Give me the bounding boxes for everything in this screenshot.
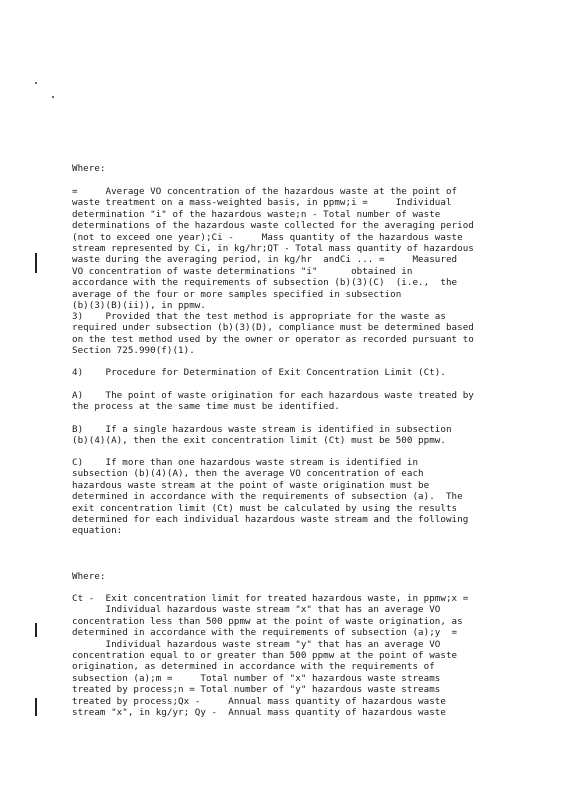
paragraph-C: C) If more than one hazardous waste stream is identified in subsection (b)(4)(A), then the average VO concentration of each hazardous waste stream at the point of waste origination must be determined in accordance with the requirements of subsection (a). The exit concentration limit (Ct) must be calculated by using the results determined for each individual hazardous waste stream and the following equation:	[72, 457, 469, 537]
revision-bar	[35, 698, 37, 716]
paragraph-4-heading: 4) Procedure for Determination of Exit Concentration Limit (Ct).	[72, 367, 446, 378]
scan-speck	[35, 82, 37, 84]
paragraph-B: B) If a single hazardous waste stream is identified in subsection (b)(4)(A), then the exit concentration limit (Ct) must be 500 ppmw.	[72, 424, 452, 447]
where-heading-2: Where:	[72, 571, 106, 582]
revision-bar	[35, 623, 37, 637]
scan-speck	[52, 96, 54, 98]
paragraph-A: A) The point of waste origination for each hazardous waste treated by the process at the same time must be identified.	[72, 390, 474, 413]
definitions-paragraph-2: Ct - Exit concentration limit for treated hazardous waste, in ppmw;x = Individual hazardous waste stream "x" that has an average VO concentration less than 500 ppmw at the point of waste origination, as determined in accordance with the requirements of subsection (a);y = Individual hazardous waste stream "y" that has an average VO concentration equal to or greater than 500 ppmw at the point of waste origination, as determined in accordance with the requirements of subsection (a);m = Total number of "x" hazardous waste streams treated by process;n = Total number of "y" hazardous waste streams treated by process;Qx - Annual mass quantity of hazardous waste stream "x", in kg/yr; Qy - Annual mass quantity of hazardous waste	[72, 593, 469, 719]
definitions-paragraph: = Average VO concentration of the hazardous waste at the point of waste treatment on a mass-weighted basis, in ppmw;i = Individual determination "i" of the hazardous waste;n - Total number of waste determinations of the hazardous waste collected for the averaging period (not to exceed one year);Ci - Mass quantity of the hazardous waste stream represented by Ci, in kg/hr;QT - Total mass quantity of hazardous waste during the averaging period, in kg/hr andCi ... = Measured VO concentration of waste determinations "i" obtained in accordance with the requirements of subsection (b)(3)(C) (i.e., the average of the four or more samples specified in subsection (b)(3)(B)(ii)), in ppmw.	[72, 186, 474, 312]
where-heading: Where:	[72, 163, 106, 174]
paragraph-3: 3) Provided that the test method is appropriate for the waste as required under subsection (b)(3)(D), compliance must be determined based on the test method used by the owner or operator as recorded pursuant to Section 725.990(f)(1).	[72, 311, 474, 357]
revision-bar	[35, 253, 37, 273]
